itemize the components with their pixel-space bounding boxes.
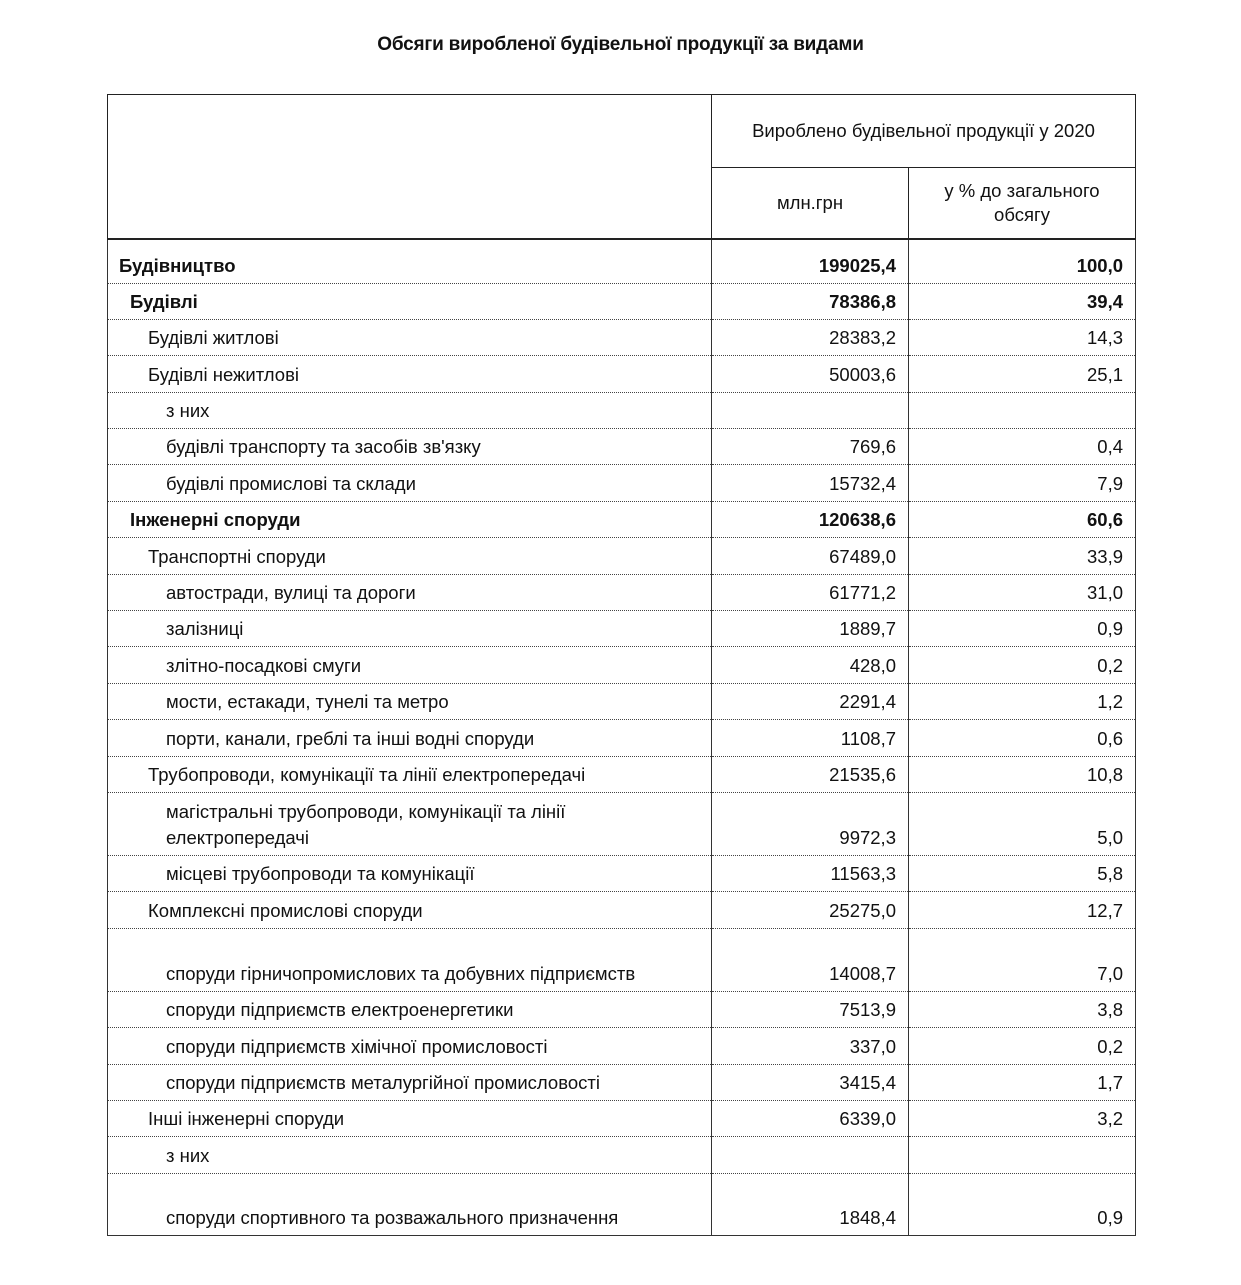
row-percent-cell: 1,7 [909, 1064, 1136, 1100]
table-row [108, 429, 1136, 465]
row-mln-uah-cell: 6339,0 [712, 1100, 909, 1136]
row-mln-uah-cell: 61771,2 [712, 574, 909, 610]
row-mln-uah-cell: 428,0 [712, 647, 909, 683]
row-mln-uah-cell: 9972,3 [712, 792, 909, 855]
row-percent-cell: 5,8 [909, 855, 1136, 891]
header-corner-cell [108, 95, 712, 240]
row-mln-uah-cell: 14008,7 [712, 928, 909, 991]
table-row [108, 501, 1136, 537]
table-row [108, 756, 1136, 792]
table-header [108, 95, 1136, 240]
table-row [108, 1100, 1136, 1136]
row-label-cell: будівлі транспорту та засобів зв'язку [108, 429, 712, 465]
table-row [108, 283, 1136, 319]
row-label-cell: споруди підприємств хімічної промисловості [108, 1028, 712, 1064]
header-mln-uah: млн.грн [712, 168, 909, 240]
row-mln-uah-cell: 15732,4 [712, 465, 909, 501]
row-label-cell: Будівлі [108, 283, 712, 319]
row-label-cell: Будівлі нежитлові [108, 356, 712, 392]
row-percent-cell: 1,2 [909, 683, 1136, 719]
row-percent-cell: 60,6 [909, 501, 1136, 537]
header-percent-of-total: у % до загального обсягу [909, 168, 1136, 240]
row-percent-cell [909, 1137, 1136, 1173]
row-percent-cell: 7,9 [909, 465, 1136, 501]
row-mln-uah-cell: 50003,6 [712, 356, 909, 392]
row-label-cell: порти, канали, греблі та інші водні споруди [108, 720, 712, 756]
row-percent-cell: 0,9 [909, 611, 1136, 647]
table-row [108, 356, 1136, 392]
row-mln-uah-cell: 25275,0 [712, 892, 909, 928]
row-percent-cell: 39,4 [909, 283, 1136, 319]
table-row [108, 465, 1136, 501]
row-label-cell: місцеві трубопроводи та комунікації [108, 855, 712, 891]
row-label-cell: залізниці [108, 611, 712, 647]
row-percent-cell: 31,0 [909, 574, 1136, 610]
table-row [108, 239, 1136, 283]
table-row [108, 683, 1136, 719]
table-row [108, 392, 1136, 428]
table-row [108, 991, 1136, 1027]
table-row [108, 892, 1136, 928]
table-row [108, 574, 1136, 610]
row-label-cell: будівлі промислові та склади [108, 465, 712, 501]
row-percent-cell: 3,2 [909, 1100, 1136, 1136]
table-row [108, 538, 1136, 574]
row-label-cell: Будівлі житлові [108, 319, 712, 355]
row-label-cell: з них [108, 392, 712, 428]
row-label-cell: споруди підприємств електроенергетики [108, 991, 712, 1027]
row-label-cell: Будівництво [108, 239, 712, 283]
table-row [108, 720, 1136, 756]
row-mln-uah-cell [712, 392, 909, 428]
row-label-cell: злітно-посадкові смуги [108, 647, 712, 683]
row-label-cell: споруди гірничопромислових та добувних підприємств [108, 928, 712, 991]
table-row [108, 1173, 1136, 1235]
row-mln-uah-cell: 199025,4 [712, 239, 909, 283]
table-row [108, 1028, 1136, 1064]
table-row [108, 928, 1136, 991]
header-group-produced-2020: Вироблено будівельної продукції у 2020 [712, 95, 1136, 168]
row-label-cell: споруди підприємств металургійної промисловості [108, 1064, 712, 1100]
row-label-cell: Інженерні споруди [108, 501, 712, 537]
row-mln-uah-cell: 11563,3 [712, 855, 909, 891]
row-mln-uah-cell: 7513,9 [712, 991, 909, 1027]
row-percent-cell: 0,9 [909, 1173, 1136, 1235]
row-percent-cell: 3,8 [909, 991, 1136, 1027]
row-percent-cell: 12,7 [909, 892, 1136, 928]
row-mln-uah-cell: 1889,7 [712, 611, 909, 647]
table-row [108, 792, 1136, 855]
construction-output-table [107, 94, 1136, 1236]
row-mln-uah-cell: 28383,2 [712, 319, 909, 355]
table-row [108, 1064, 1136, 1100]
row-mln-uah-cell: 2291,4 [712, 683, 909, 719]
row-mln-uah-cell: 21535,6 [712, 756, 909, 792]
row-percent-cell: 25,1 [909, 356, 1136, 392]
row-label-cell: Інші інженерні споруди [108, 1100, 712, 1136]
row-mln-uah-cell: 3415,4 [712, 1064, 909, 1100]
row-label-cell: споруди спортивного та розважального призначення [108, 1173, 712, 1235]
row-percent-cell: 0,4 [909, 429, 1136, 465]
row-mln-uah-cell: 337,0 [712, 1028, 909, 1064]
table-row [108, 319, 1136, 355]
row-label-cell: Транспортні споруди [108, 538, 712, 574]
row-label-cell: мости, естакади, тунелі та метро [108, 683, 712, 719]
row-mln-uah-cell: 78386,8 [712, 283, 909, 319]
row-percent-cell [909, 392, 1136, 428]
row-percent-cell: 14,3 [909, 319, 1136, 355]
row-percent-cell: 100,0 [909, 239, 1136, 283]
row-label-cell: Комплексні промислові споруди [108, 892, 712, 928]
row-percent-cell: 5,0 [909, 792, 1136, 855]
row-percent-cell: 0,6 [909, 720, 1136, 756]
row-label-cell: магістральні трубопроводи, комунікації та лінії електропередачі [108, 792, 712, 855]
row-mln-uah-cell: 1108,7 [712, 720, 909, 756]
row-mln-uah-cell: 769,6 [712, 429, 909, 465]
row-mln-uah-cell [712, 1137, 909, 1173]
table-row [108, 1137, 1136, 1173]
page-title: Обсяги виробленої будівельної продукції за видами [377, 34, 864, 55]
row-label-cell: з них [108, 1137, 712, 1173]
row-percent-cell: 33,9 [909, 538, 1136, 574]
row-percent-cell: 0,2 [909, 647, 1136, 683]
row-mln-uah-cell: 120638,6 [712, 501, 909, 537]
row-label-cell: автостради, вулиці та дороги [108, 574, 712, 610]
row-mln-uah-cell: 1848,4 [712, 1173, 909, 1235]
row-mln-uah-cell: 67489,0 [712, 538, 909, 574]
row-label-cell: Трубопроводи, комунікації та лінії електропередачі [108, 756, 712, 792]
table-row [108, 855, 1136, 891]
table-row [108, 611, 1136, 647]
row-percent-cell: 7,0 [909, 928, 1136, 991]
table-row [108, 647, 1136, 683]
table-body [108, 239, 1136, 1235]
row-percent-cell: 0,2 [909, 1028, 1136, 1064]
row-percent-cell: 10,8 [909, 756, 1136, 792]
